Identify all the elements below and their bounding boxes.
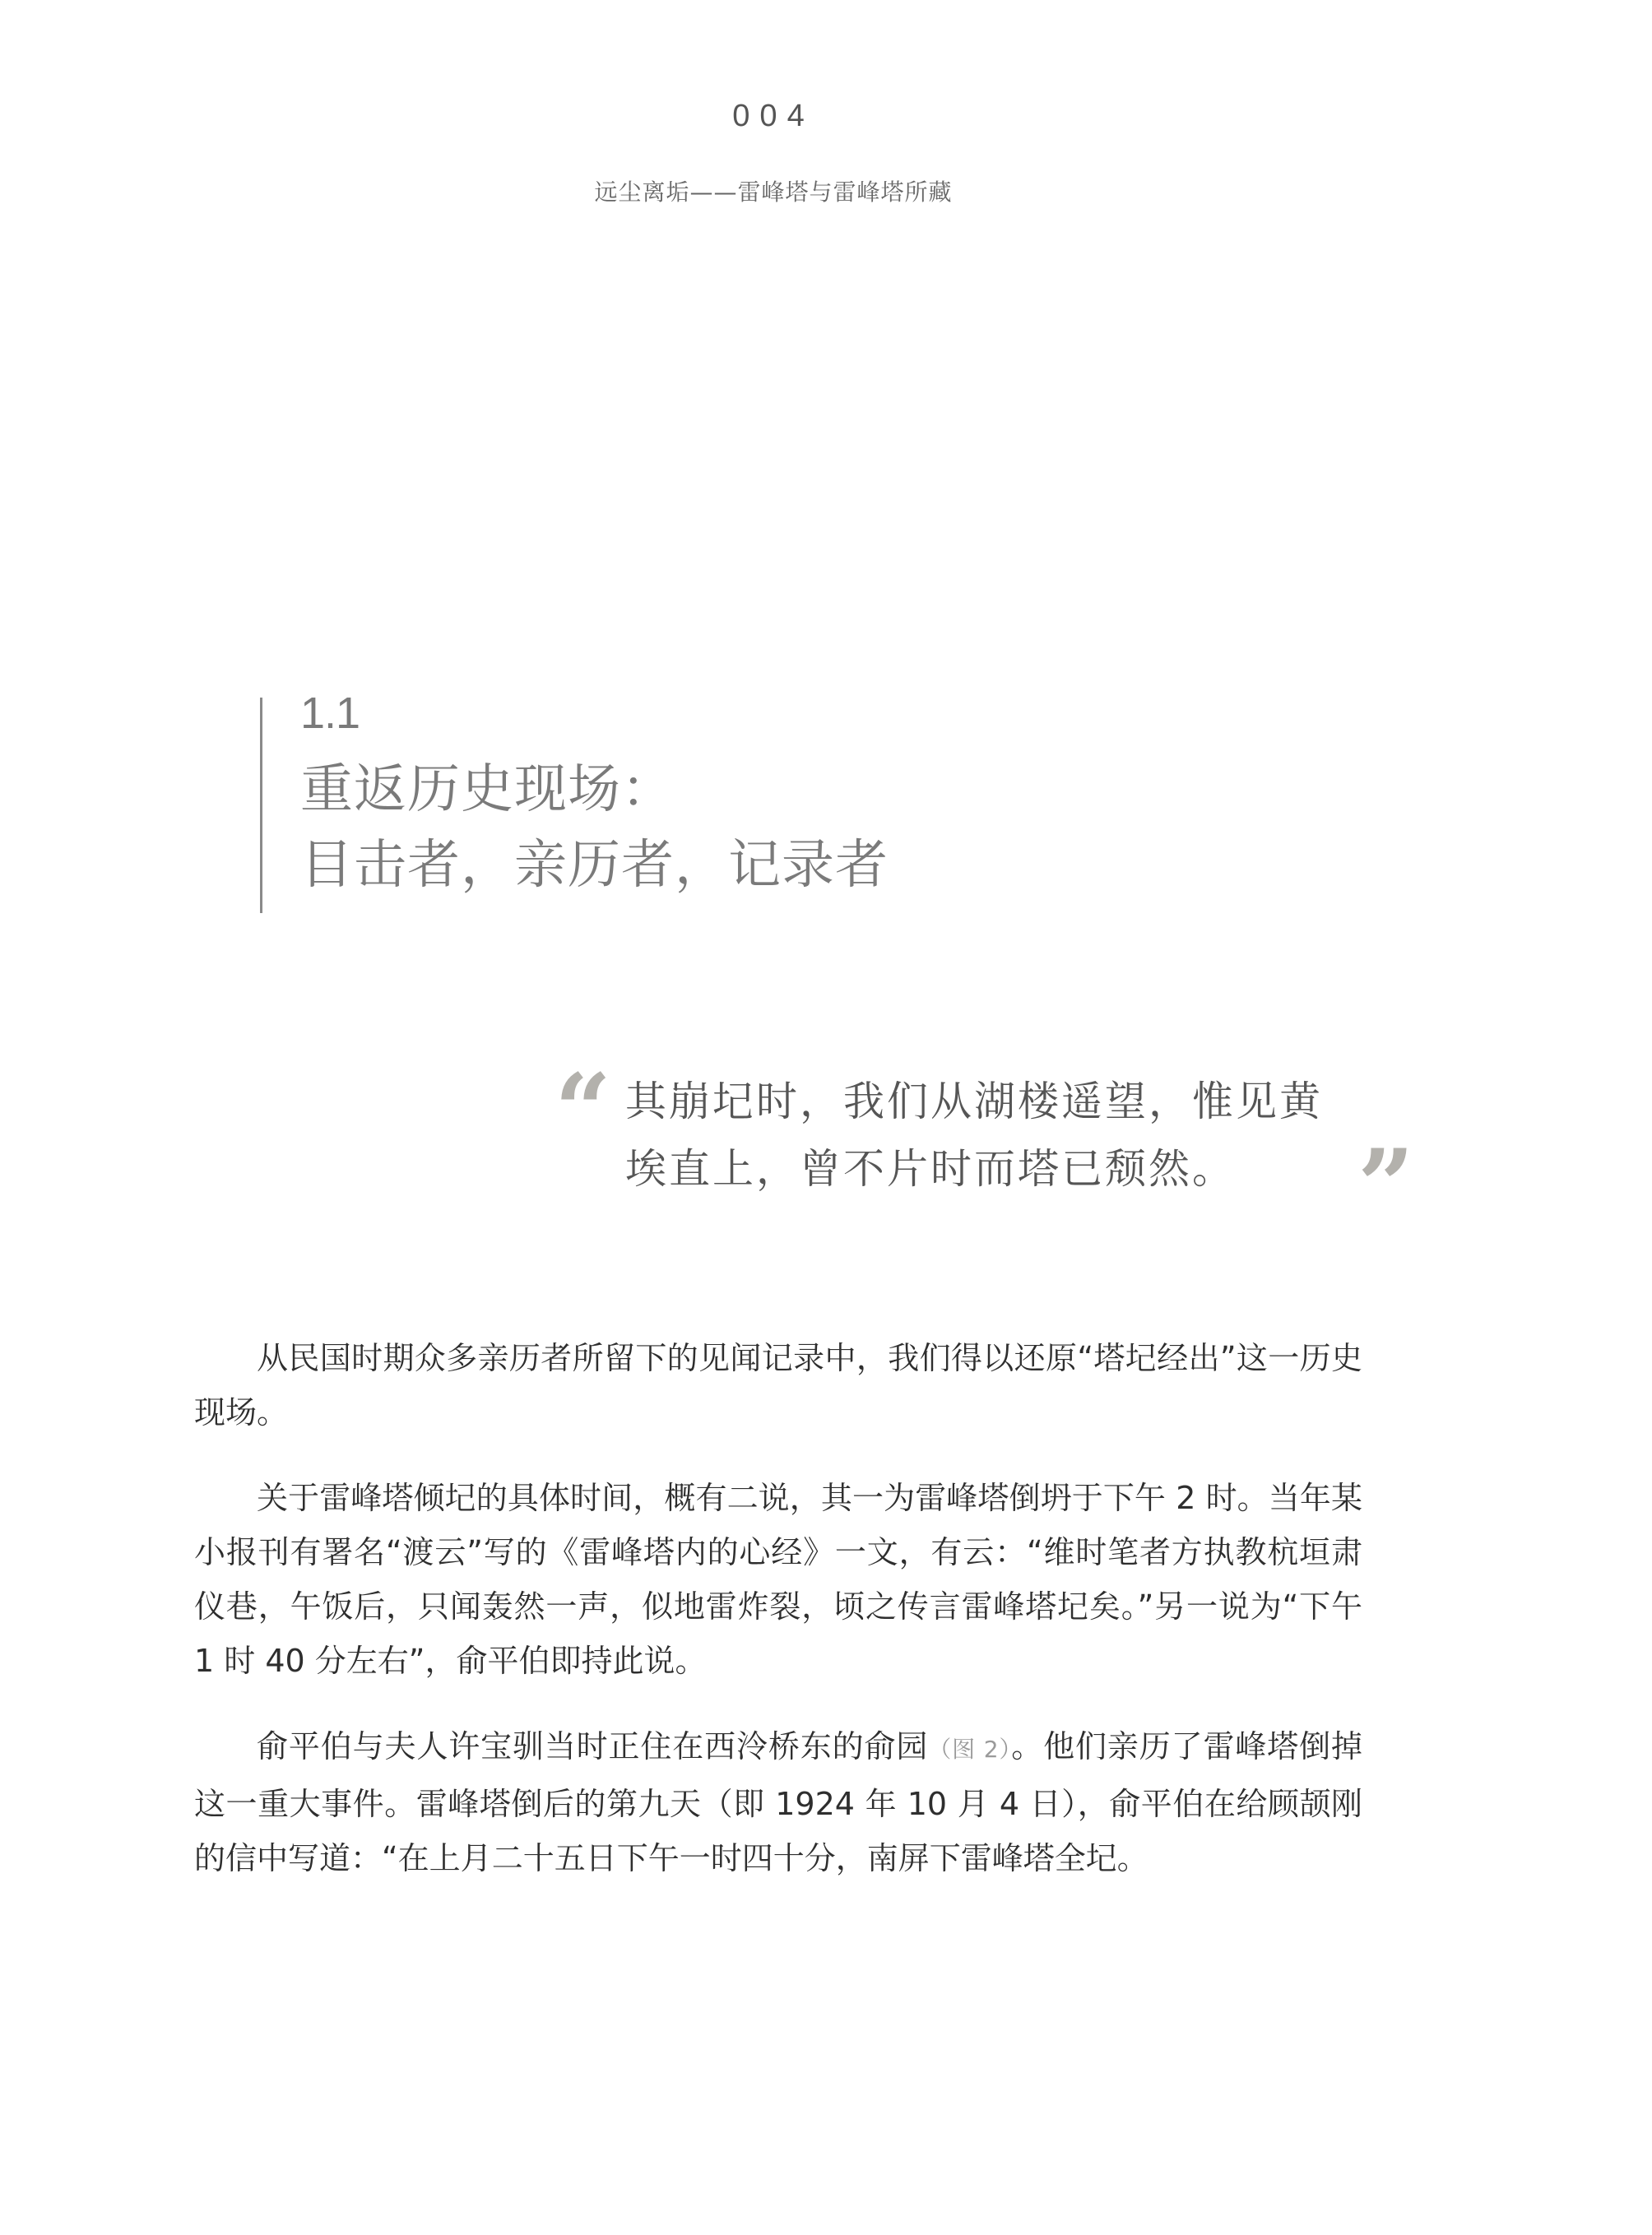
- paragraph-3-part-1: 俞平伯与夫人许宝驯当时正住在西泠桥东的俞园: [257, 1728, 929, 1764]
- section-title-line-1: 重返历史现场：: [300, 759, 675, 820]
- paragraph-1: 从民国时期众多亲历者所留下的见闻记录中，我们得以还原“塔圮经出”这一历史现场。: [194, 1340, 1362, 1430]
- open-quote-mark-icon: “: [555, 1052, 612, 1168]
- pull-quote-line-1: 其崩圮时，我们从湖楼遥望，惟见黄: [625, 1078, 1323, 1125]
- body-text: [194, 1331, 1362, 1917]
- figure-reference: （图 2）: [928, 1736, 1012, 1763]
- paragraph-2: 关于雷峰塔倾圮的具体时间，概有二说，其一为雷峰塔倒坍于下午 2 时。当年某小报刊有署名“渡云”写的《雷峰塔内的心经》一文，有云：“维时笔者方执教杭垣肃仪巷，午饭后，只闻轰然一声，似地雷炸裂，顷之传言雷峰塔圮矣。”另一说为“下午 1 时 40 分左右”，俞平伯即持此说。: [194, 1480, 1362, 1679]
- paragraph-3: [194, 1719, 1362, 1885]
- section-title-line-2: 目击者，亲历者，记录者: [300, 835, 889, 896]
- pull-quote-text: [625, 1068, 1349, 1203]
- pull-quote-line-2: 埃直上，曾不片时而塔已颓然。: [625, 1145, 1236, 1193]
- paragraph-3-part-2: 。他们亲历了雷峰塔倒掉这一重大事件。雷峰塔倒后的第九天（即 1924 年 10 月 4 日），俞平伯在给顾颉刚的信中写道：“在上月二十五日下午一时四十分，南屏下雷峰塔全圮。: [194, 1728, 1362, 1876]
- running-header: 远尘离垢——雷峰塔与雷峰塔所藏: [594, 179, 953, 206]
- section-title: [300, 752, 889, 903]
- close-quote-mark-icon: ”: [1357, 1128, 1415, 1244]
- page-number: 004: [732, 99, 814, 133]
- pull-quote: [543, 1052, 1448, 1244]
- section-heading: [260, 689, 889, 913]
- section-number: 1.1: [300, 689, 360, 738]
